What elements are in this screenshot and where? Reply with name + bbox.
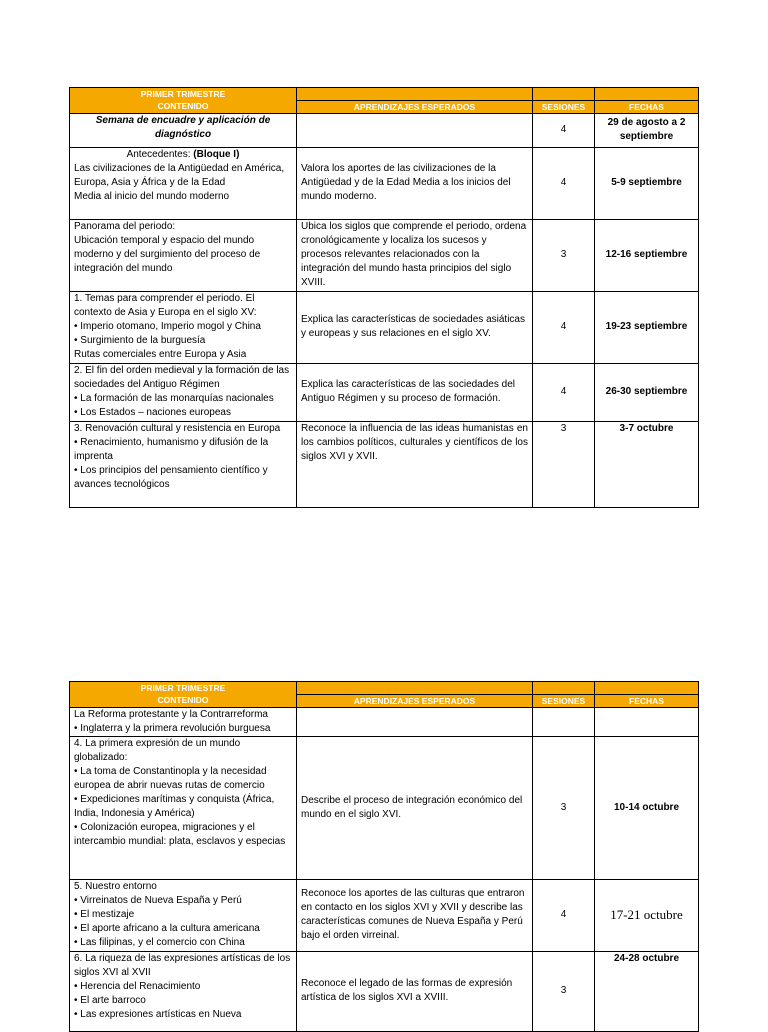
table-row (70, 736, 699, 879)
header-sesiones: SESIONES (533, 694, 595, 707)
row-content: 6. La riqueza de las expresiones artísticas de los siglos XVI al XVII • Herencia del Renacimiento • El arte barroco • Las expresiones artísticas en Nueva (70, 951, 297, 1031)
row-aprendizaje (297, 707, 533, 736)
row-sesiones: 3 (533, 951, 595, 1031)
row-fecha: 12-16 septiembre (595, 219, 699, 291)
row-fecha: 29 de agosto a 2 septiembre (595, 113, 699, 147)
row-content: 2. El fin del orden medieval y la formación de las sociedades del Antiguo Régimen • La formación de las monarquías nacionales • Los Estados – naciones europeas (70, 363, 297, 421)
row-content: 4. La primera expresión de un mundo globalizado: • La toma de Constantinopla y la necesidad europea de abrir nuevas rutas de comercio • Expediciones marítimas y conquista (África, India, Indonesia y América) • Colonización europea, migraciones y el intercambio mundial: plata, esclavos y especias (70, 736, 297, 879)
row-fecha: 17-21 octubre (595, 879, 699, 951)
table-row (70, 291, 699, 363)
row-sesiones (533, 707, 595, 736)
row-content: Panorama del periodo: Ubicación temporal y espacio del mundo moderno y del surgimiento del proceso de integración del mundo (70, 219, 297, 291)
row-fecha: 26-30 septiembre (595, 363, 699, 421)
row-content: Antecedentes: (Bloque I) Las civilizaciones de la Antigüedad en América, Europa, Asia y África y de la Edad Media al inicio del mundo moderno (70, 147, 297, 219)
row-sesiones: 3 (533, 421, 595, 507)
table-row (70, 147, 699, 219)
header-fechas: FECHAS (595, 694, 699, 707)
row-sesiones: 3 (533, 736, 595, 879)
row-aprendizaje: Reconoce el legado de las formas de expresión artística de los siglos XVI a XVIII. (297, 951, 533, 1031)
header-trimestre: PRIMER TRIMESTRE (70, 682, 297, 695)
row-aprendizaje: Valora los aportes de las civilizaciones de la Antigüedad y de la Edad Media a los inicios del mundo moderno. (297, 147, 533, 219)
row-aprendizaje: Explica las características de sociedades asiáticas y europeas y sus relaciones en el siglo XV. (297, 291, 533, 363)
header-aprendizajes: APRENDIZAJES ESPERADOS (297, 694, 533, 707)
table-row (70, 707, 699, 736)
header-aprendizajes: APRENDIZAJES ESPERADOS (297, 100, 533, 113)
header-fechas: FECHAS (595, 100, 699, 113)
row-fecha: 24-28 octubre (595, 951, 699, 1031)
row-content: La Reforma protestante y la Contrarreforma • Inglaterra y la primera revolución burguesa (70, 707, 297, 736)
row-aprendizaje: Describe el proceso de integración económico del mundo en el siglo XVI. (297, 736, 533, 879)
table-row (70, 879, 699, 951)
row-sesiones: 4 (533, 147, 595, 219)
table-row (70, 421, 699, 507)
row-fecha (595, 707, 699, 736)
row-sesiones: 4 (533, 879, 595, 951)
table-row (70, 363, 699, 421)
row-content: 1. Temas para comprender el periodo. El contexto de Asia y Europa en el siglo XV: • Imperio otomano, Imperio mogol y China • Surgimiento de la burguesía Rutas comerciales entre Europa y Asia (70, 291, 297, 363)
row-sesiones: 4 (533, 291, 595, 363)
row-fecha: 19-23 septiembre (595, 291, 699, 363)
row-fecha: 3-7 octubre (595, 421, 699, 507)
header-contenido: CONTENIDO (70, 694, 297, 707)
table-row (70, 219, 699, 291)
header-trimestre: PRIMER TRIMESTRE (70, 88, 297, 101)
row-aprendizaje: Ubica los siglos que comprende el periodo, ordena cronológicamente y localiza los sucesos y procesos relevantes relacionados con la integración del mundo hasta principios del siglo XVIII. (297, 219, 533, 291)
row-fecha: 10-14 octubre (595, 736, 699, 879)
planning-table-1 (69, 87, 699, 508)
row-fecha: 5-9 septiembre (595, 147, 699, 219)
row-content: 5. Nuestro entorno • Virreinatos de Nueva España y Perú • El mestizaje • El aporte africano a la cultura americana • Las filipinas, y el comercio con China (70, 879, 297, 951)
header-sesiones: SESIONES (533, 100, 595, 113)
table-row (70, 951, 699, 1031)
row-sesiones: 3 (533, 219, 595, 291)
planning-table-2 (69, 681, 699, 1032)
row-aprendizaje (297, 113, 533, 147)
row-aprendizaje: Reconoce la influencia de las ideas humanistas en los cambios políticos, culturales y científicos de los siglos XVI y XVII. (297, 421, 533, 507)
row-sesiones: 4 (533, 363, 595, 421)
header-contenido: CONTENIDO (70, 100, 297, 113)
table-row (70, 113, 699, 147)
row-sesiones: 4 (533, 113, 595, 147)
row-content: Semana de encuadre y aplicación de diagnóstico (70, 113, 297, 147)
row-aprendizaje: Reconoce los aportes de las culturas que entraron en contacto en los siglos XVI y XVII y describe las características comunes de Nueva España y Perú bajo el orden virreinal. (297, 879, 533, 951)
row-content: 3. Renovación cultural y resistencia en Europa • Renacimiento, humanismo y difusión de la imprenta • Los principios del pensamiento científico y avances tecnológicos (70, 421, 297, 507)
row-aprendizaje: Explica las características de las sociedades del Antiguo Régimen y su proceso de formación. (297, 363, 533, 421)
